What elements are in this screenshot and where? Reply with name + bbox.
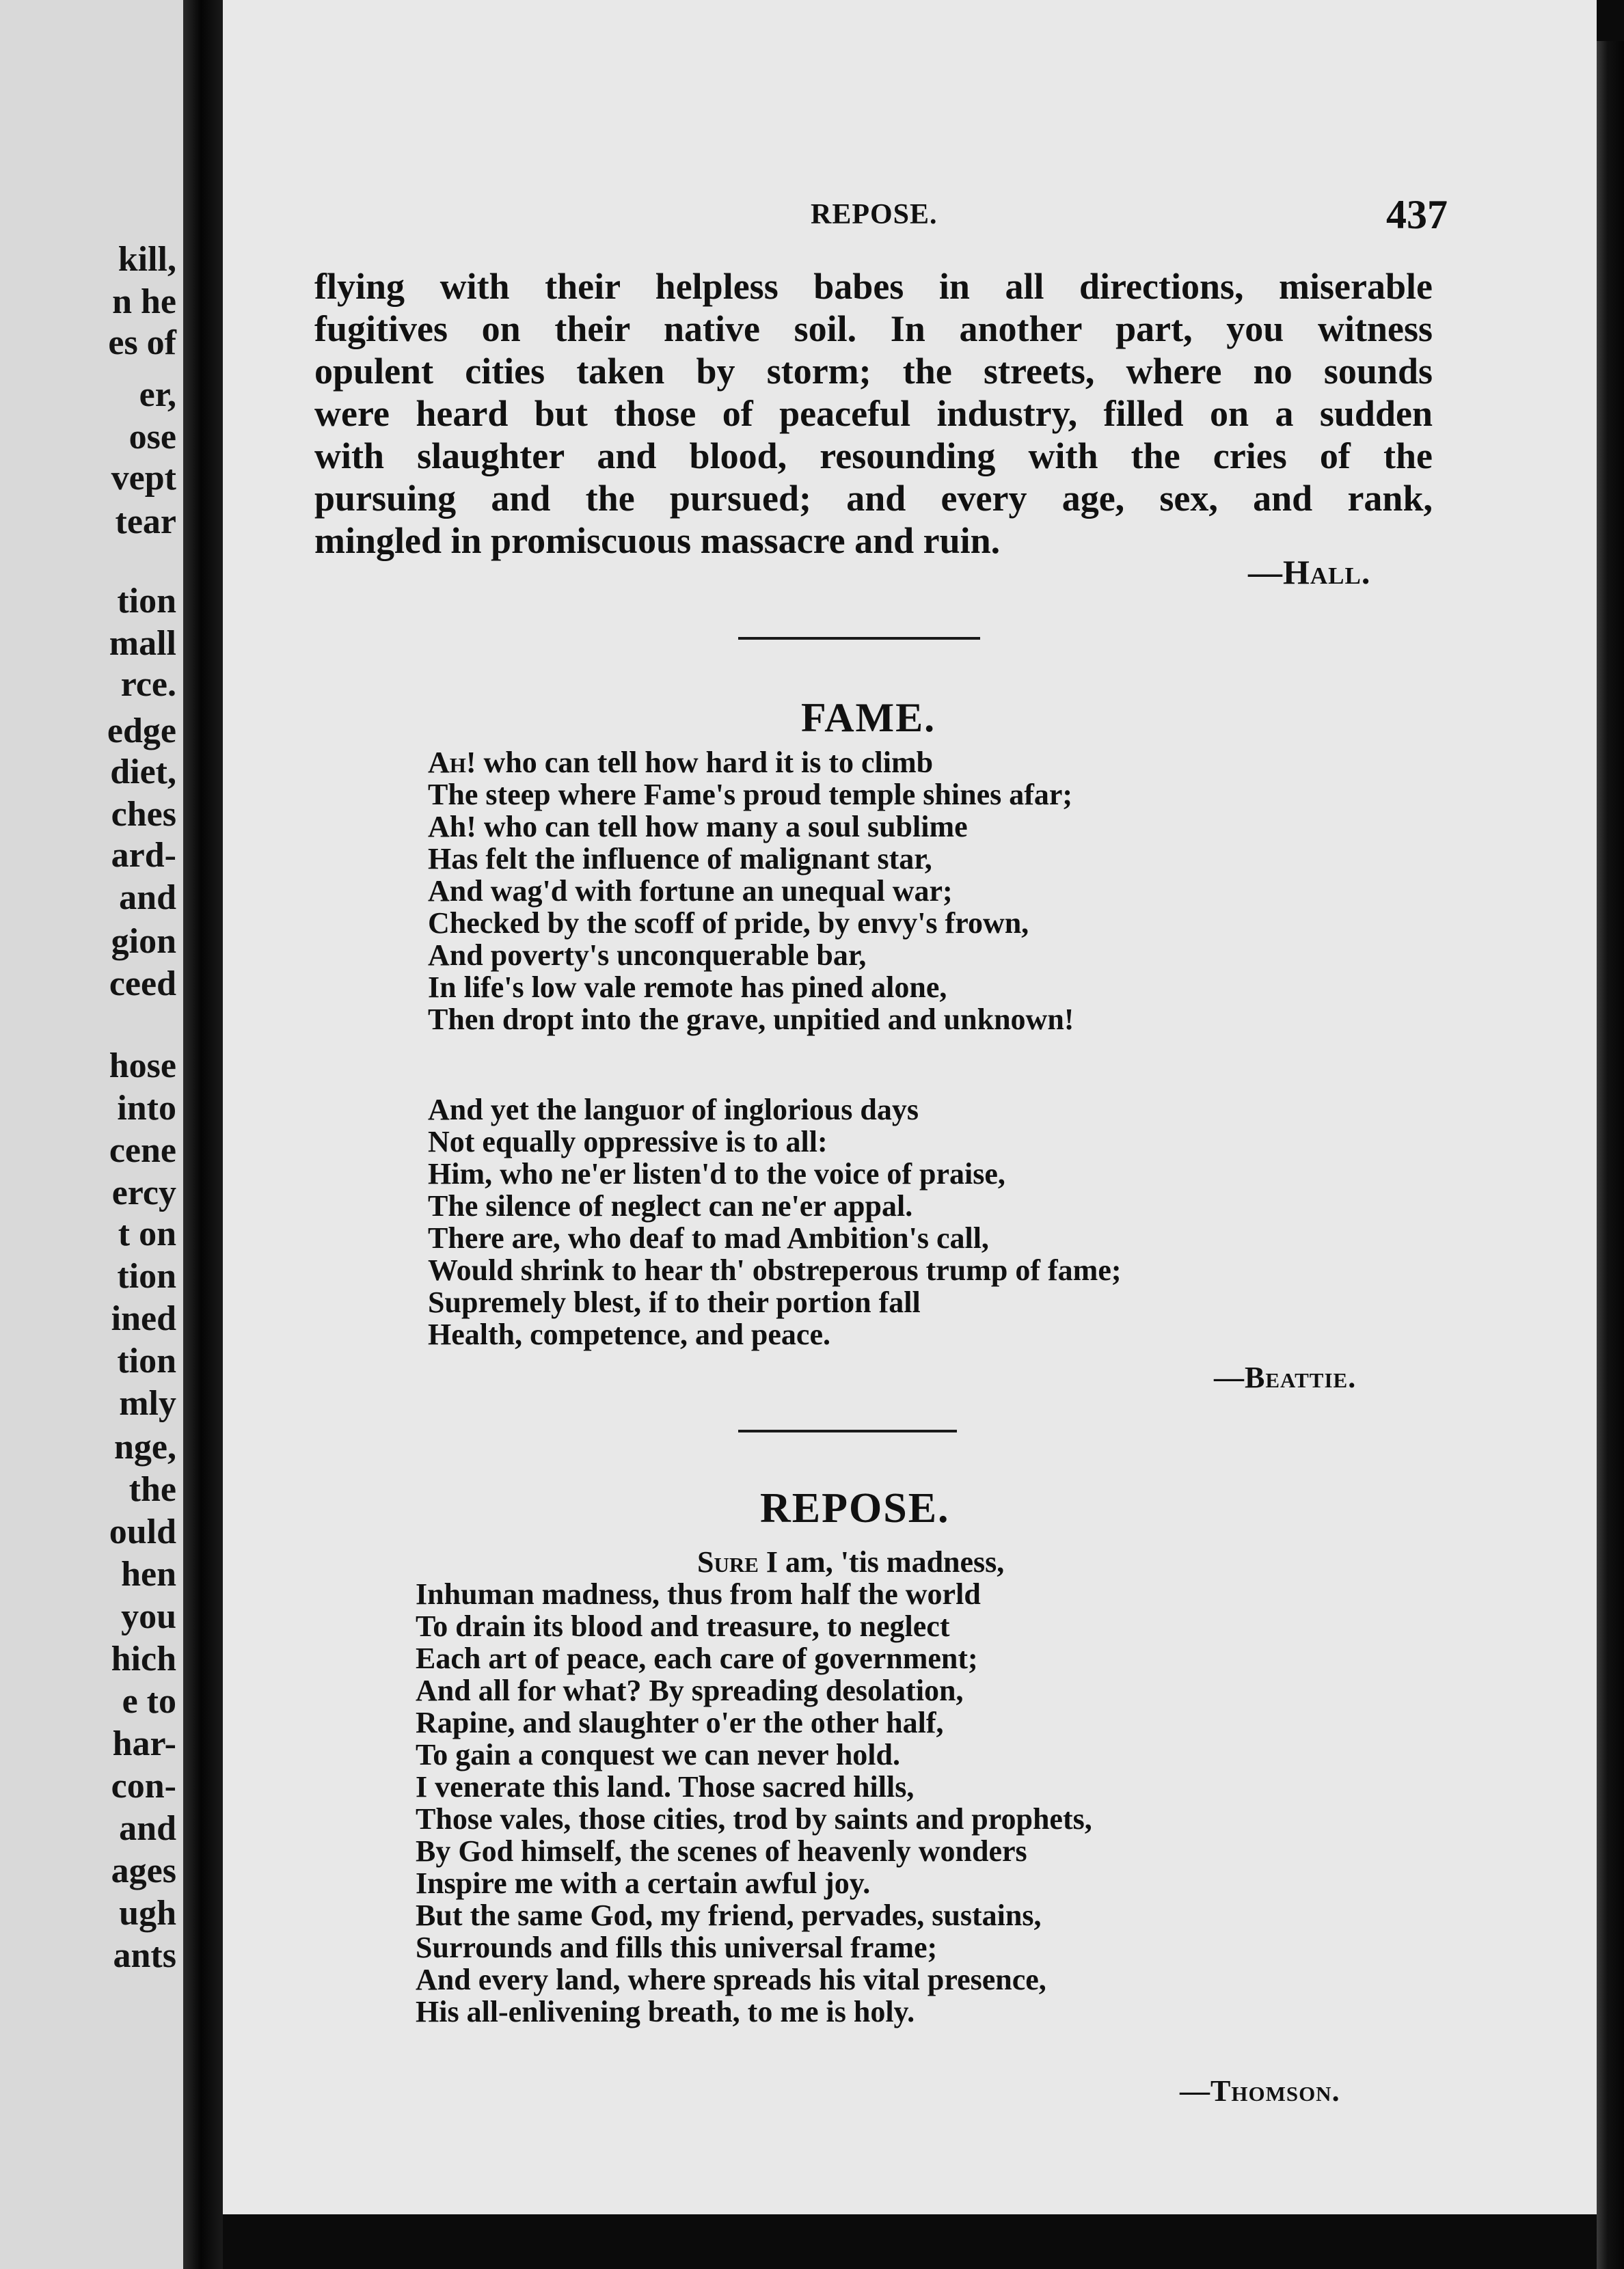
left-page-line-fragment: hich [111,1640,176,1679]
left-page-line-fragment: mall [109,624,176,663]
prose-line: opulent cities taken by storm; the streets, where no sounds [314,351,1433,392]
running-header: REPOSE. [811,199,938,230]
verse-line: By God himself, the scenes of heavenly wonders [416,1834,1027,1868]
left-page-line-fragment: mly [119,1384,176,1423]
left-page-line-fragment: tear [115,502,176,541]
fame-attribution: —Beattie. [1214,1361,1357,1394]
verse-line: Surrounds and fills this universal frame; [416,1931,938,1964]
left-page-line-fragment: ose [128,418,176,457]
left-page-line-fragment: tion [117,582,176,621]
left-page-line-fragment: tion [117,1342,176,1381]
left-page-line-fragment: nge, [114,1428,176,1467]
left-page-line-fragment: gion [111,922,176,961]
section-divider [738,637,980,640]
prose-line: pursuing and the pursued; and every age, sex, and rank, [314,478,1433,519]
left-page-line-fragment: con- [111,1767,176,1806]
left-page-line-fragment: es of [108,323,176,362]
verse-line: Him, who ne'er listen'd to the voice of praise, [428,1157,1005,1191]
verse-line: Ah! who can tell how hard it is to climb [428,746,934,779]
verse-line: And all for what? By spreading desolation, [416,1674,964,1707]
left-page-line-fragment: har- [112,1724,176,1763]
verse-line: Inhuman madness, thus from half the world [416,1577,981,1611]
left-page-line-fragment: e to [122,1682,176,1721]
left-page-line-fragment: the [128,1470,176,1509]
left-page-line-fragment: er, [139,375,176,414]
prose-line: with slaughter and blood, resounding with the cries of the [314,435,1433,476]
verse-line: I venerate this land. Those sacred hills, [416,1770,915,1804]
left-page-line-fragment: ceed [109,964,176,1003]
drop-word: Sure [697,1545,759,1579]
fame-stanza-1 [428,746,1074,1035]
left-page-line-fragment: diet, [110,752,176,791]
right-page [223,0,1597,2214]
left-page-line-fragment: kill, [118,240,176,279]
verse-line: Then dropt into the grave, unpitied and unknown! [428,1003,1074,1036]
section-divider [738,1430,957,1432]
verse-line: The silence of neglect can ne'er appal. [428,1189,913,1223]
verse-line: Not equally oppressive is to all: [428,1125,828,1158]
page-edge [1597,41,1624,2269]
verse-line: In life's low vale remote has pined alone, [428,970,947,1004]
verse-line: And wag'd with fortune an unequal war; [428,874,953,908]
verse-line: Supremely blest, if to their portion fall [428,1286,921,1319]
repose-verse [416,1546,1092,2028]
verse-line: Has felt the influence of malignant star, [428,842,932,875]
verse-line: There are, who deaf to mad Ambition's call, [428,1221,989,1255]
repose-title: REPOSE. [760,1485,950,1532]
verse-line: Would shrink to hear th' obstreperous trump of fame; [428,1253,1122,1287]
prose-line: mingled in promiscuous massacre and ruin. [314,520,1001,561]
left-page-line-fragment: and [119,878,176,917]
prose-passage [314,265,1433,562]
left-page-line-fragment: into [117,1089,176,1128]
left-page-line-fragment: t on [118,1214,176,1253]
repose-attribution: —Thomson. [1180,2074,1340,2108]
left-page-line-fragment: edge [107,711,176,750]
left-page-line-fragment: ined [111,1299,176,1338]
left-page-line-fragment: vept [111,459,176,498]
fame-title: FAME. [801,695,936,740]
left-page-line-fragment: ches [111,795,176,834]
fame-stanza-2 [428,1093,1122,1350]
page-number: 437 [1386,192,1448,237]
verse-line: And every land, where spreads his vital presence, [416,1963,1046,1996]
book-gutter [183,0,223,2269]
verse-line: Sure I am, 'tis madness, [697,1545,1005,1579]
left-page-line-fragment: rce. [120,665,176,704]
prose-line: were heard but those of peaceful industry, filled on a sudden [314,393,1433,434]
left-page-line-fragment: and [119,1809,176,1848]
verse-line: Inspire me with a certain awful joy. [416,1866,871,1900]
verse-line: Those vales, those cities, trod by saints and prophets, [416,1802,1092,1836]
drop-word: Ah [428,746,466,779]
left-page-line-fragment: hose [109,1046,176,1085]
left-page-line-fragment: ants [113,1936,176,1975]
prose-line: fugitives on their native soil. In another part, you witness [314,308,1433,349]
prose-line: flying with their helpless babes in all directions, miserable [314,266,1433,307]
verse-line: And poverty's unconquerable bar, [428,938,867,972]
verse-line: To drain its blood and treasure, to neglect [416,1609,950,1643]
left-page-line-fragment: tion [117,1257,176,1296]
left-page-line-fragment: ercy [111,1173,176,1212]
verse-line: To gain a conquest we can never hold. [416,1738,900,1771]
left-page-line-fragment: ard- [111,836,176,875]
left-page-line-fragment: n he [112,282,176,321]
left-page-line-fragment: ould [109,1512,176,1551]
left-page-line-fragment: hen [121,1555,176,1594]
verse-line: But the same God, my friend, pervades, sustains, [416,1899,1042,1932]
verse-line: His all-enlivening breath, to me is holy. [416,1995,915,2028]
left-page-line-fragment: ages [111,1851,176,1890]
verse-line: The steep where Fame's proud temple shines afar; [428,778,1073,811]
left-page-line-fragment: ugh [119,1894,176,1933]
verse-line: And yet the languor of inglorious days [428,1093,919,1126]
verse-line: Rapine, and slaughter o'er the other half, [416,1706,944,1739]
left-page-line-fragment: you [121,1597,176,1636]
verse-line: Checked by the scoff of pride, by envy's frown, [428,906,1029,940]
verse-line: Each art of peace, each care of government; [416,1642,978,1675]
left-facing-page [0,0,183,2269]
left-page-line-fragment: cene [109,1131,176,1170]
prose-attribution: —Hall. [1248,553,1371,591]
verse-line: Health, competence, and peace. [428,1318,830,1351]
verse-line: Ah! who can tell how many a soul sublime [428,810,968,843]
